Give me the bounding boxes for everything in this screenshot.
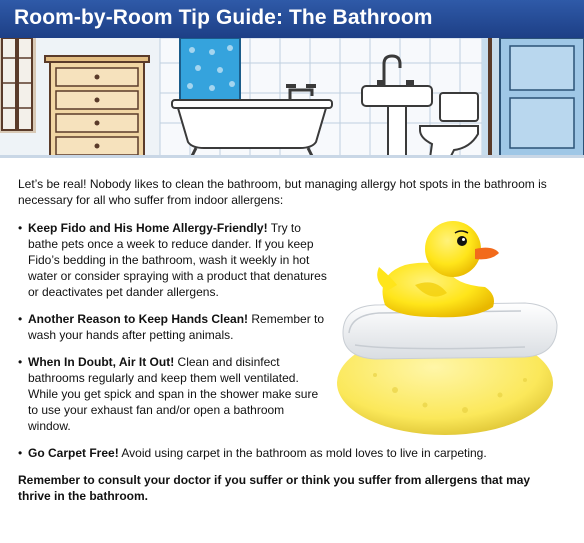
tip-title: Another Reason to Keep Hands Clean!: [28, 312, 249, 326]
list-item: [18, 220, 328, 300]
tip-text: Avoid using carpet in the bathroom as mold loves to live in carpeting.: [118, 446, 487, 460]
tip-text: Remember to wash your hands after petting animals.: [28, 312, 325, 342]
tip-text: Clean and disinfect bathrooms regularly and keep them well ventilated. While you get spick and span in the shower make sure to use your exhaust fan and/or open a bathroom window.: [28, 355, 319, 433]
header-bar: [0, 0, 584, 39]
closing-note: Remember to consult your doctor if you suffer or think you suffer from allergens that may thrive in the bathroom.: [18, 473, 531, 503]
page-title: Room-by-Room Tip Guide: The Bathroom: [14, 6, 433, 29]
list-item: [18, 311, 328, 343]
bathroom-illustration: [0, 38, 584, 158]
list-item: [18, 354, 328, 434]
tip-title: Go Carpet Free!: [28, 446, 119, 460]
tip-title: Keep Fido and His Home Allergy-Friendly!: [28, 221, 268, 235]
intro-paragraph: Let’s be real! Nobody likes to clean the bathroom, but managing allergy hot spots in the bathroom is necessary for all who suffer from indoor allergens:: [18, 177, 547, 207]
list-item: [18, 445, 566, 461]
rubber-duck-photo: [335, 215, 575, 440]
tip-title: When In Doubt, Air It Out!: [28, 355, 175, 369]
tip-text: Try to bathe pets once a week to reduce dander. If you keep Fido’s bedding in the bathroom, wash it weekly in hot water or consider spraying with a product that denatures or deactivates pet dander allergens.: [28, 221, 327, 299]
